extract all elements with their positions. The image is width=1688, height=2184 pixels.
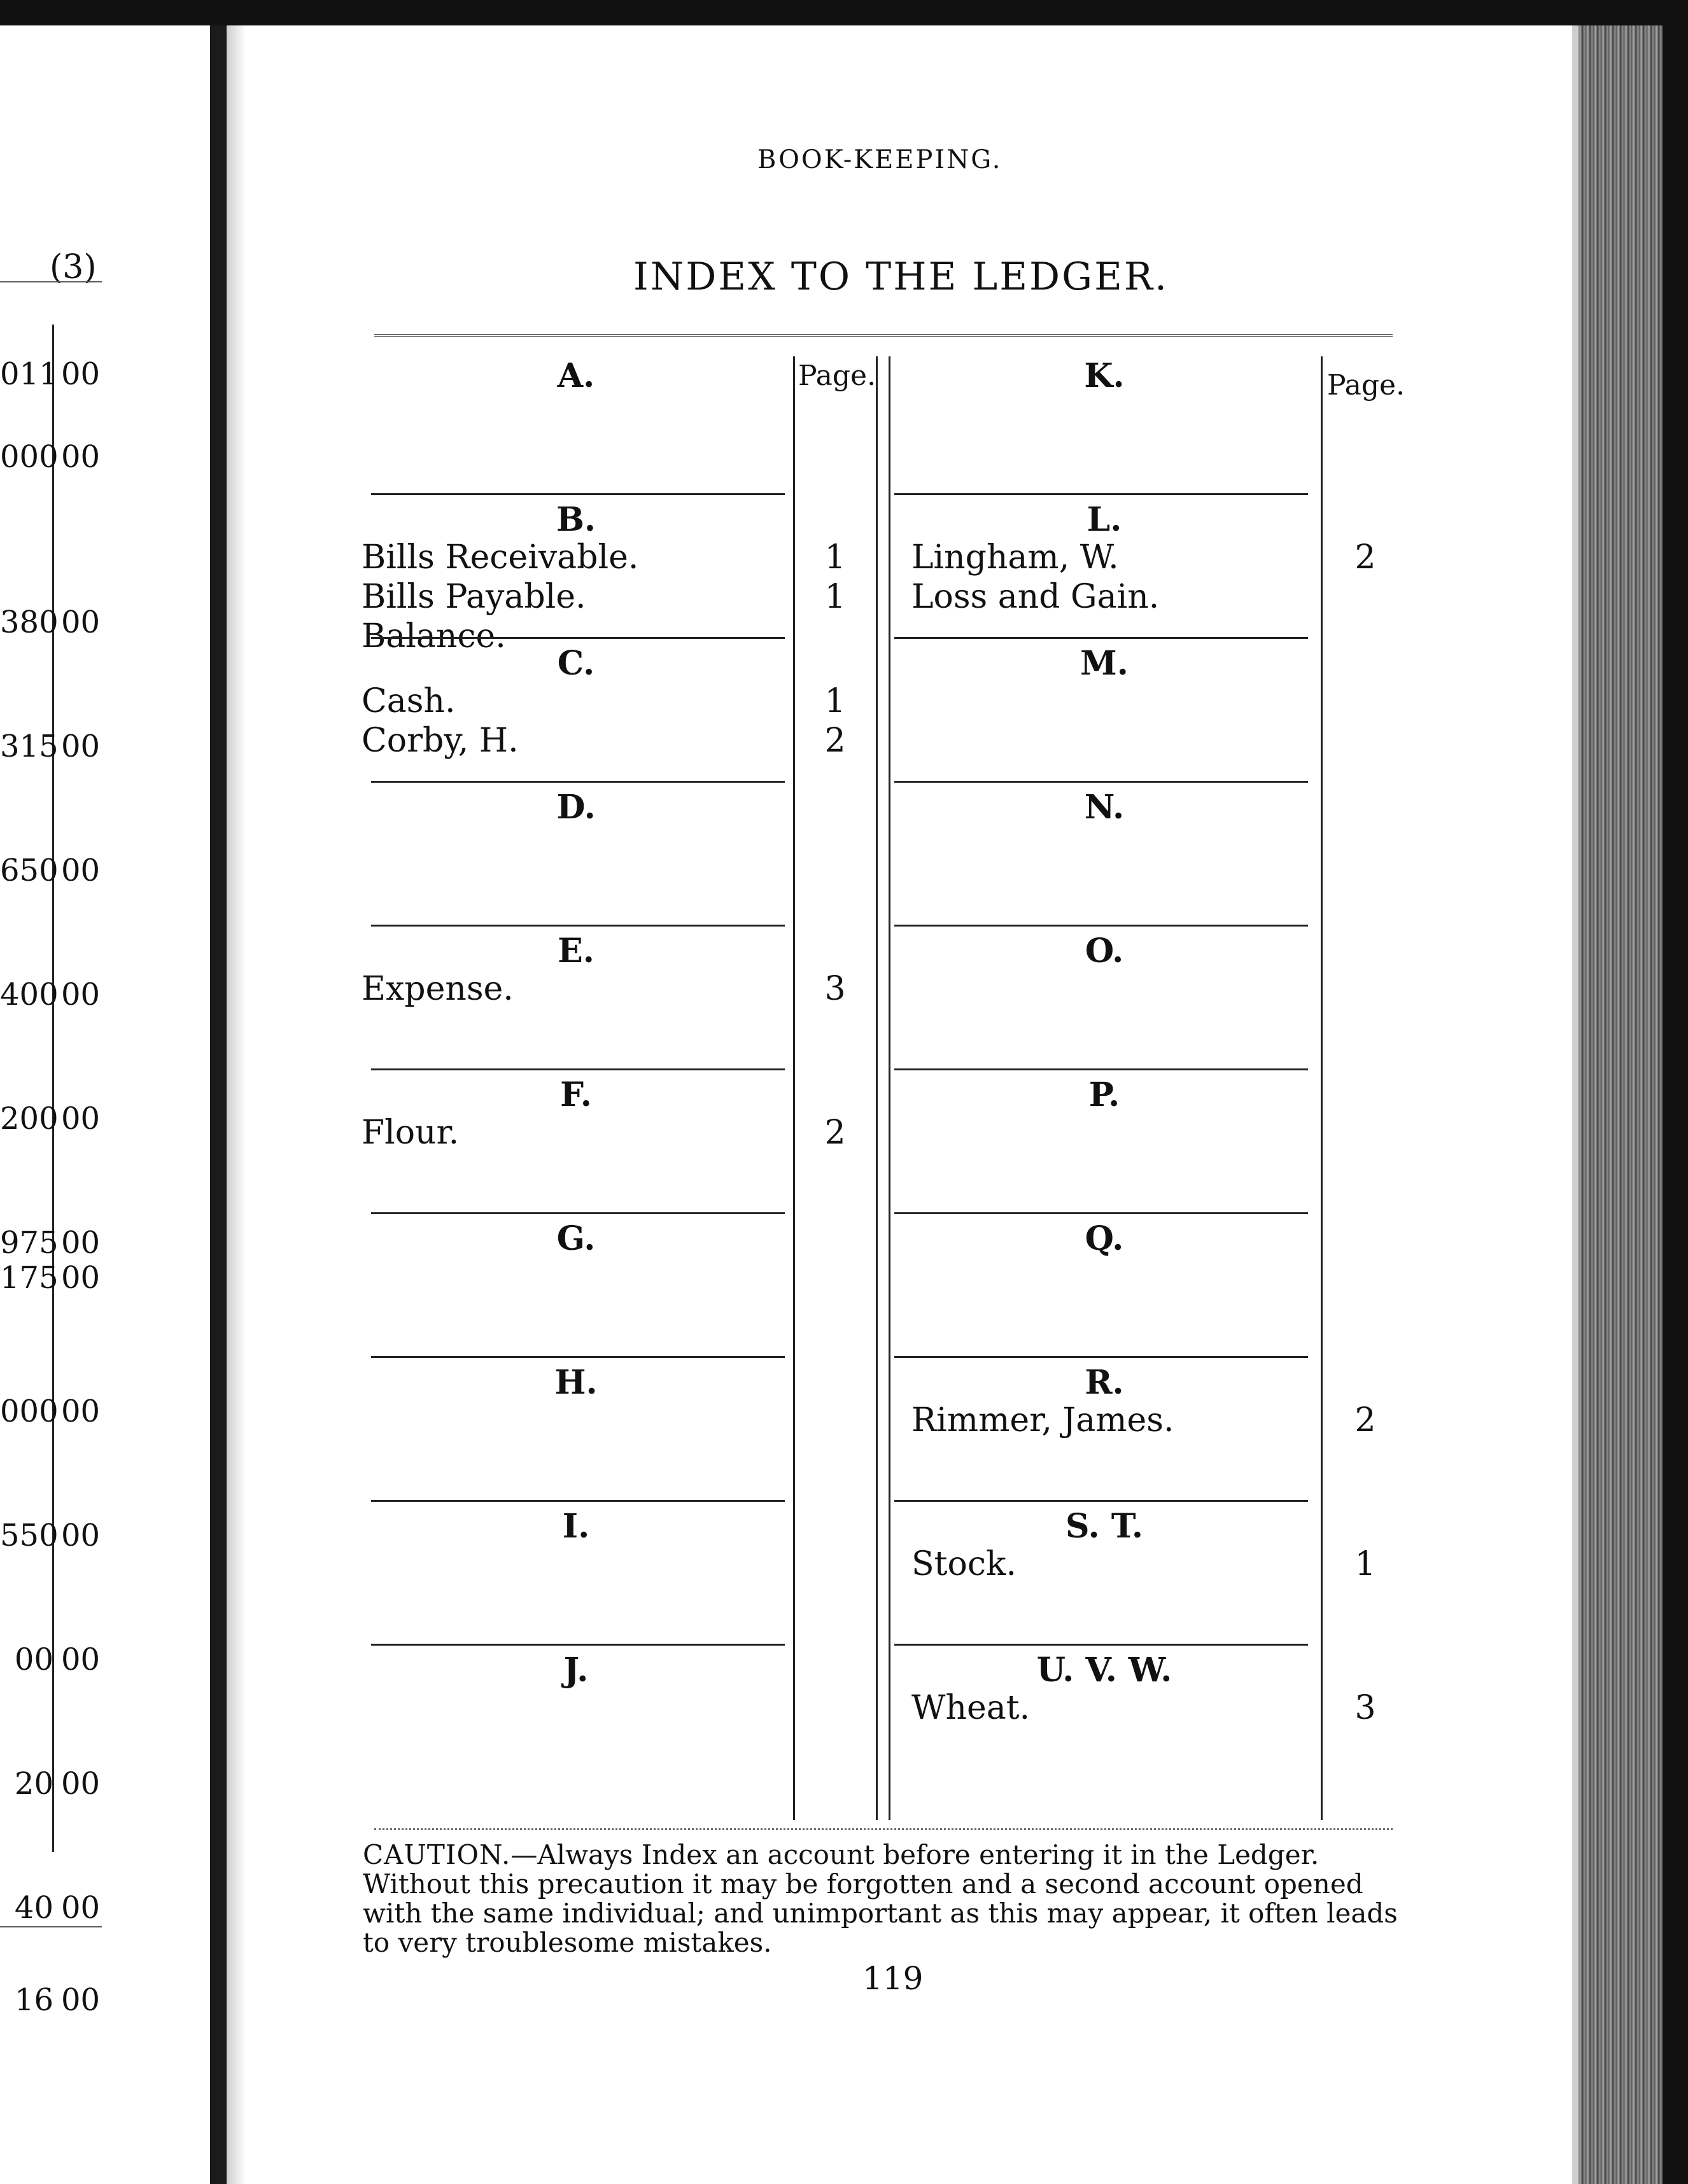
section-divider — [894, 1356, 1308, 1358]
ledger-page-number: 2 — [824, 1114, 846, 1152]
section-divider — [894, 1500, 1308, 1502]
caution-text: —Always Index an account before entering it in the Ledger. Without this precaution it may be forgotten and a second account opened with the same individual; and unimportant as this may appear, it often leads to very troublesome mistakes. — [363, 1839, 1398, 1958]
ledger-account-name: Flour. — [362, 1114, 460, 1152]
section-letter: S. T. — [1065, 1507, 1143, 1546]
amount-value: 380 — [0, 605, 59, 640]
amount-value: 20 — [14, 1766, 53, 1802]
amount-row — [0, 356, 102, 392]
amount-row — [0, 1518, 102, 1553]
ledger-page-number: 2 — [1354, 538, 1376, 577]
ledger-page-number: 1 — [824, 682, 846, 720]
section-letter: O. — [1085, 932, 1124, 970]
section-divider — [894, 1644, 1308, 1646]
left-page-ref: (3) — [50, 248, 97, 286]
section-letter: H. — [554, 1363, 598, 1402]
section-divider — [894, 493, 1308, 495]
amount-row — [0, 1225, 102, 1261]
section-divider — [894, 781, 1308, 783]
section-divider — [371, 781, 785, 783]
section-letter: C. — [557, 644, 595, 683]
amount-cents: 00 — [61, 356, 101, 392]
caution-note — [363, 1840, 1413, 1957]
amount-cents: 00 — [61, 729, 101, 764]
running-head: BOOK-KEEPING. — [757, 145, 1002, 174]
spine-shadow — [227, 25, 246, 2184]
amount-cents: 00 — [61, 853, 101, 888]
ledger-account-name: Wheat. — [911, 1689, 1030, 1727]
center-divider-line-2 — [889, 356, 890, 1820]
ledger-account-name: Bills Receivable. — [362, 538, 639, 577]
section-letter: N. — [1084, 788, 1125, 827]
section-divider — [894, 1212, 1308, 1214]
amount-cents: 00 — [61, 1518, 101, 1553]
ledger-account-name: Loss and Gain. — [911, 578, 1160, 616]
top-rule — [374, 334, 1393, 337]
section-divider — [371, 1212, 785, 1214]
ledger-page-number: 1 — [1354, 1545, 1376, 1583]
left-page-fragment — [0, 25, 210, 2184]
section-divider — [371, 925, 785, 927]
amount-cents: 00 — [61, 1394, 101, 1429]
amount-cents: 00 — [61, 1225, 101, 1261]
page-column-header-left: Page. — [798, 360, 876, 392]
section-divider — [371, 1068, 785, 1070]
amount-value: 40 — [14, 1890, 53, 1926]
amount-value: 16 — [14, 1982, 53, 2018]
section-letter: B. — [556, 500, 596, 539]
page-title: INDEX TO THE LEDGER. — [633, 255, 1169, 299]
amount-cents: 00 — [61, 1890, 101, 1926]
section-divider — [894, 1068, 1308, 1070]
amount-value: 011 — [0, 356, 59, 392]
ledger-account-name: Cash. — [362, 682, 456, 720]
amount-value: 200 — [0, 1101, 59, 1137]
section-divider — [894, 925, 1308, 927]
amount-row — [0, 853, 102, 888]
amount-cents: 00 — [61, 605, 101, 640]
amount-value: 315 — [0, 729, 59, 764]
ledger-account-name: Stock. — [911, 1545, 1016, 1583]
section-letter: M. — [1080, 644, 1129, 683]
section-divider — [371, 493, 785, 495]
ledger-page-number: 3 — [1354, 1689, 1376, 1727]
ledger-account-name: Expense. — [362, 970, 514, 1008]
amount-cents: 00 — [61, 977, 101, 1012]
ledger-account-name: Rimmer, James. — [911, 1401, 1174, 1439]
ledger-account-name: Balance. — [362, 617, 506, 655]
amount-value: 400 — [0, 977, 59, 1012]
page-column-line-right — [1321, 356, 1323, 1820]
amount-value: 000 — [0, 439, 59, 475]
amount-cents: 00 — [61, 1101, 101, 1137]
amount-value: 975 — [0, 1225, 59, 1261]
left-page-column-line — [52, 325, 54, 1852]
ledger-account-name: Corby, H. — [362, 722, 519, 760]
section-divider — [371, 1500, 785, 1502]
amount-value: 550 — [0, 1518, 59, 1553]
section-letter: L. — [1087, 500, 1122, 539]
page-number: 119 — [862, 1960, 924, 1997]
amount-cents: 00 — [61, 1642, 101, 1677]
section-letter: D. — [556, 788, 596, 827]
page-edges — [1579, 25, 1663, 2184]
ledger-page-number: 2 — [1354, 1401, 1376, 1439]
ledger-page-number: 3 — [824, 970, 846, 1008]
amount-cents: 00 — [61, 1260, 101, 1296]
page-column-line-left — [793, 356, 795, 1820]
amount-value: 00 — [14, 1642, 53, 1677]
scan-border-top — [0, 0, 1688, 25]
amount-value: 175 — [0, 1260, 59, 1296]
bottom-rule — [374, 1828, 1393, 1830]
section-divider — [371, 637, 785, 639]
left-page-total-rule — [0, 1926, 102, 1928]
amount-row — [0, 1260, 102, 1296]
section-divider — [371, 1644, 785, 1646]
section-letter: Q. — [1085, 1219, 1124, 1258]
section-letter: A. — [557, 356, 595, 395]
section-letter: F. — [560, 1075, 592, 1114]
amount-row — [0, 1642, 102, 1677]
section-letter: R. — [1085, 1363, 1124, 1402]
ledger-page-number: 2 — [824, 722, 846, 760]
amount-cents: 00 — [61, 1766, 101, 1802]
amount-row — [0, 729, 102, 764]
amount-row — [0, 1890, 102, 1926]
amount-row — [0, 1394, 102, 1429]
section-letter: G. — [556, 1219, 596, 1258]
amount-row — [0, 1766, 102, 1802]
section-letter: E. — [558, 932, 594, 970]
amount-cents: 00 — [61, 1982, 101, 2018]
amount-row — [0, 605, 102, 640]
center-divider-line — [876, 356, 878, 1820]
ledger-page-number: 1 — [824, 538, 846, 577]
amount-value: 000 — [0, 1394, 59, 1429]
ledger-account-name: Lingham, W. — [911, 538, 1119, 577]
ledger-account-name: Bills Payable. — [362, 578, 586, 616]
section-letter: K. — [1084, 356, 1125, 395]
section-letter: P. — [1088, 1075, 1120, 1114]
section-letter: U. V. W. — [1036, 1651, 1172, 1690]
amount-cents: 00 — [61, 439, 101, 475]
amount-row — [0, 439, 102, 475]
caution-lead: CAUTION. — [363, 1839, 511, 1870]
section-letter: I. — [562, 1507, 590, 1546]
ledger-page-number: 1 — [824, 578, 846, 616]
page-column-header-right: Page. — [1327, 369, 1405, 402]
section-letter: J. — [563, 1651, 589, 1690]
section-divider — [894, 637, 1308, 639]
amount-row — [0, 1101, 102, 1137]
amount-row — [0, 1982, 102, 2018]
section-divider — [371, 1356, 785, 1358]
book-spine — [210, 25, 227, 2184]
left-page-rule — [0, 281, 102, 283]
scan-border-right — [1663, 0, 1688, 2184]
amount-row — [0, 977, 102, 1012]
amount-value: 650 — [0, 853, 59, 888]
